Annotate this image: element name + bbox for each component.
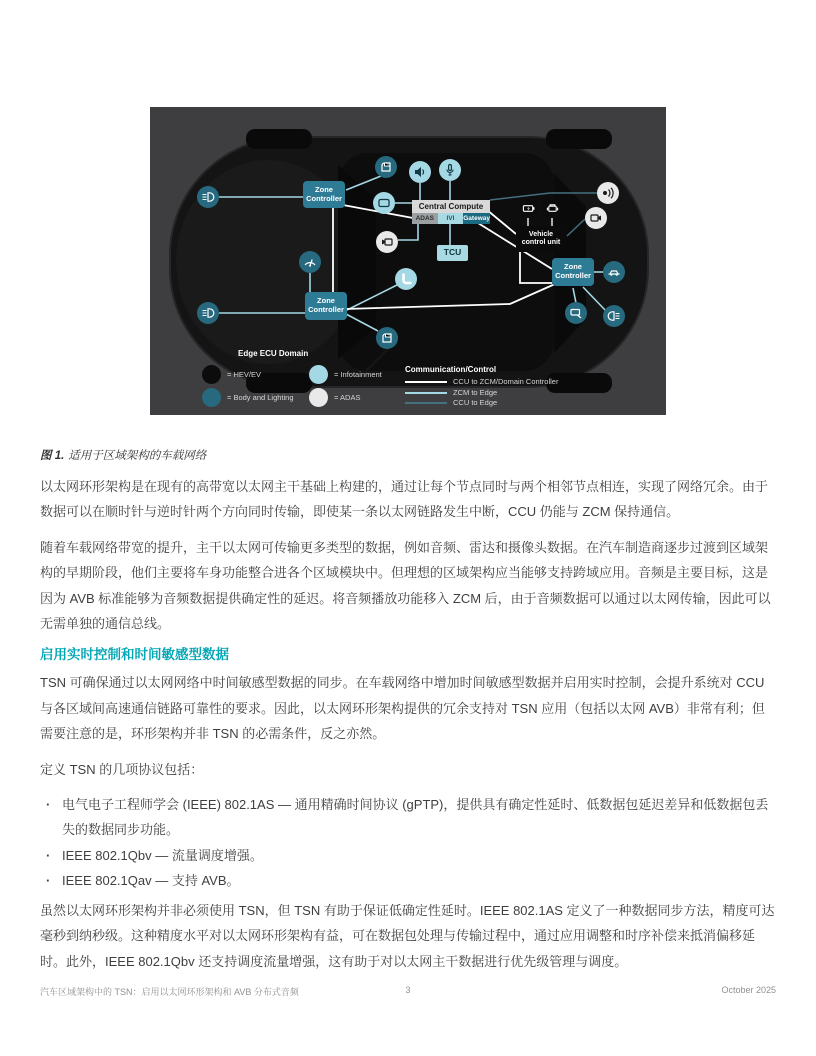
legend-label: CCU to Edge xyxy=(453,398,498,407)
footer-page-number: 3 xyxy=(405,985,411,995)
battery-icon xyxy=(522,202,535,215)
door-icon xyxy=(379,160,393,174)
battery-node xyxy=(518,198,538,218)
edge-node-display xyxy=(373,192,395,214)
figure-caption-text: 适用于区域架构的车载网络 xyxy=(68,450,207,462)
microphone-icon xyxy=(443,163,457,177)
car-icon xyxy=(607,265,621,279)
edge-node-rear-wiper xyxy=(565,302,587,324)
legend-label: CCU to ZCM/Domain Controller xyxy=(453,377,559,386)
speaker-icon xyxy=(413,165,427,179)
edge-node-door-rear xyxy=(376,327,398,349)
paragraph-protocol-intro: 定义 TSN 的几项协议包括： xyxy=(40,761,204,777)
engine-node xyxy=(542,198,562,218)
lightblue-line-swatch xyxy=(405,392,447,394)
legend-label: = Infotainment xyxy=(334,370,382,379)
central-compute-adas: ADAS xyxy=(412,213,438,224)
white-line-swatch xyxy=(405,381,447,383)
edge-node-car xyxy=(603,261,625,283)
legend-edge-title: Edge ECU Domain xyxy=(238,349,309,358)
adas-swatch xyxy=(309,388,328,407)
central-compute-title: Central Compute xyxy=(412,200,490,213)
headlight-icon xyxy=(201,190,215,204)
legend-item-body-lighting xyxy=(202,388,294,407)
camera-icon xyxy=(589,211,603,225)
legend-label: = HEV/EV xyxy=(227,370,261,379)
edge-node-door-front xyxy=(375,156,397,178)
figure-caption-number: 图 1. xyxy=(40,450,65,462)
list-item: · 电气电子工程师学会 (IEEE) 802.1AS — 通用精确时间协议 (gPTP)，提供具有确定性延时、低数据包延迟差异和低数据包丢失的数据同步功能。 xyxy=(40,792,776,843)
legend-label: = ADAS xyxy=(334,393,361,402)
edge-node-microphone xyxy=(439,159,461,181)
taillight-icon xyxy=(607,309,621,323)
edge-node-taillight xyxy=(603,305,625,327)
teal-line-swatch xyxy=(405,402,447,404)
edge-node-headlight-left xyxy=(197,186,219,208)
edge-node-seat xyxy=(395,268,417,290)
edge-node-camera-right xyxy=(585,207,607,229)
legend-item-adas xyxy=(309,388,360,407)
legend-label: ZCM to Edge xyxy=(453,388,498,397)
radar-icon xyxy=(601,186,615,200)
zone-controller-right xyxy=(552,258,594,286)
paragraph-tsn: TSN 可确保通过以太网网络中时间敏感型数据的同步。在车载网络中增加时间敏感型数据并启用实时控制，会提升系统对 CCU 与各区域间高速通信链路可靠性的要求。因此，以太网环形架构提供的冗余支持对 TSN 应用（包括以太网 AVB）非常有利；但需要注意的是，环形架构并非 TSN 的必需条件，反之亦然。 xyxy=(40,675,765,742)
footer-date: October 2025 xyxy=(721,985,776,995)
central-compute-block xyxy=(412,200,490,224)
figure-caption xyxy=(40,448,776,464)
section-heading: 启用实时控制和时间敏感型数据 xyxy=(40,647,229,663)
figure-vehicle-network xyxy=(150,107,666,415)
headlight-icon xyxy=(201,306,215,320)
zone-controller-rear-left xyxy=(305,292,347,320)
paragraph-ethernet-ring: 以太网环形架构是在现有的高带宽以太网主干基础上构建的，通过让每个节点同时与两个相邻节点相连，实现了网络冗余。由于数据可以在顺时针与逆时针两个方向同时传输，即使某一条以太网链路发生中断，CCU 仍能与 ZCM 保持通信。 xyxy=(40,479,769,520)
engine-icon xyxy=(546,202,559,215)
zone-controller-label: Zone Controller xyxy=(555,262,591,280)
edge-node-speaker xyxy=(409,161,431,183)
protocol-list xyxy=(40,792,776,894)
zone-controller-label: Zone Controller xyxy=(308,296,344,314)
vehicle-control-unit-block: Vehicle control unit xyxy=(516,226,566,252)
hevev-swatch xyxy=(202,365,221,384)
footer-document-title: 汽车区域架构中的 TSN：启用以太网环形架构和 AVB 分布式音频 xyxy=(40,987,299,997)
edge-node-camera xyxy=(376,231,398,253)
door-icon xyxy=(380,331,394,345)
legend-comm-title: Communication/Control xyxy=(405,365,497,374)
zone-controller-label: Zone Controller xyxy=(306,184,342,203)
edge-node-radar xyxy=(597,182,619,204)
camera-icon xyxy=(380,235,394,249)
legend-line-ccu-zcm xyxy=(405,376,558,387)
zone-controller-front-left xyxy=(303,181,345,208)
legend-item-infotainment xyxy=(309,365,382,384)
legend-line-ccu-edge xyxy=(405,397,497,408)
display-icon xyxy=(377,196,391,210)
edge-node-wiper xyxy=(299,251,321,273)
paragraph-bandwidth: 随着车载网络带宽的提升，主干以太网可传输更多类型的数据，例如音频、雷达和摄像头数据。在汽车制造商逐步过渡到区域架构的早期阶段，他们主要将车身功能整合进各个区域模块中。但理想的区域架构应当能够支持跨域应用。音频是主要目标，这是因为 AVB 标准能够为音频数据提供确定性的延迟。将音频播放功能移入 ZCM 后，由于音频数据可以通过以太网传输，因此可以无需单独的通信总线。 xyxy=(40,539,771,632)
list-item: · IEEE 802.1Qbv — 流量调度增强。 xyxy=(40,843,776,868)
paragraph-conclusion: 虽然以太网环形架构并非必须使用 TSN，但 TSN 有助于保证低确定性延时。IEEE 802.1AS 定义了一种数据同步方法，精度可达毫秒到纳秒级。这种精度水平对以太网环形架构有益，可在数据包处理与传输过程中，通过应用调整和时序补偿来抵消偏移延时。此外，IEEE 802.1Qbv 还支持调度流量增强，这有助于对以太网主干数据进行优先级管理与调度。 xyxy=(40,902,775,969)
rear-wiper-icon xyxy=(569,306,583,320)
seat-icon xyxy=(399,272,413,286)
list-item: · IEEE 802.1Qav — 支持 AVB。 xyxy=(40,868,776,893)
infotainment-swatch xyxy=(309,365,328,384)
article-body xyxy=(40,448,776,984)
tcu-block: TCU xyxy=(437,245,468,261)
body-lighting-swatch xyxy=(202,388,221,407)
legend-label: = Body and Lighting xyxy=(227,393,294,402)
wiper-icon xyxy=(303,255,317,269)
legend-item-hevev xyxy=(202,365,261,384)
central-compute-gateway: Gateway xyxy=(463,213,490,224)
edge-node-headlight-left-rear xyxy=(197,302,219,324)
central-compute-ivi: IVI xyxy=(438,213,464,224)
